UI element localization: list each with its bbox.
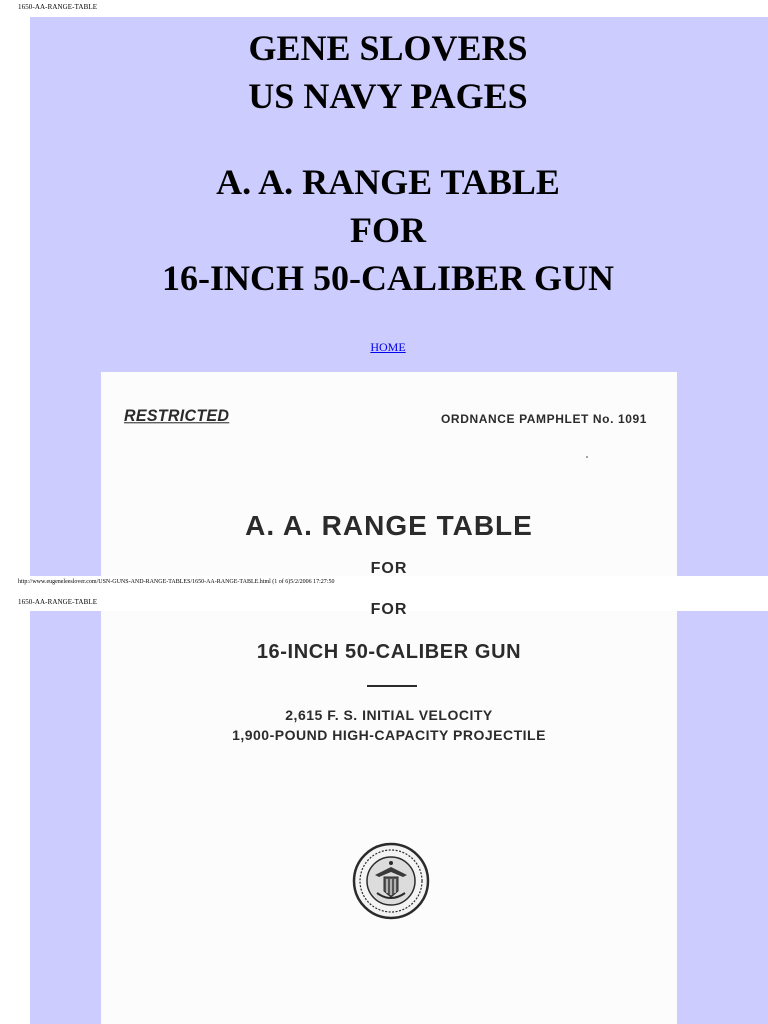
scan-initial-velocity: 2,615 F. S. INITIAL VELOCITY bbox=[285, 707, 493, 723]
print-header-title: 1650-AA-RANGE-TABLE bbox=[18, 3, 98, 11]
scan-title: A. A. RANGE TABLE bbox=[245, 510, 533, 541]
scan-projectile: 1,900-POUND HIGH-CAPACITY PROJECTILE bbox=[232, 727, 546, 743]
pamphlet-number: ORDNANCE PAMPHLET No. 1091 bbox=[441, 412, 648, 426]
print-header-title-page2: 1650-AA-RANGE-TABLE bbox=[18, 598, 98, 606]
scan-for-top-half: FOR bbox=[370, 560, 408, 577]
scan-gun-title: 16-INCH 50-CALIBER GUN bbox=[256, 641, 522, 663]
scanned-document-image-top bbox=[101, 372, 677, 576]
page-heading-line1: A. A. RANGE TABLE bbox=[216, 162, 560, 202]
navy-department-seal-icon bbox=[351, 841, 431, 921]
scan-divider-rule bbox=[367, 685, 417, 687]
page-heading-line3: 16-INCH 50-CALIBER GUN bbox=[161, 258, 615, 298]
print-footer-url: http://www.eugeneleeslover.com/USN-GUNS-AND-RANGE-TABLES/1650-AA-RANGE-TABLE.html (1 of 6)5/2/2006 17:27:50 bbox=[18, 579, 335, 585]
restricted-stamp: RESTRICTED bbox=[124, 407, 230, 426]
scan-speck bbox=[586, 456, 588, 458]
site-title-line2: US NAVY PAGES bbox=[248, 76, 528, 116]
site-title-line1: GENE SLOVERS bbox=[248, 28, 528, 68]
home-link[interactable]: HOME bbox=[370, 340, 406, 354]
page-heading-line2: FOR bbox=[350, 210, 426, 250]
scan-for-bottom-half: FOR bbox=[370, 601, 408, 618]
scanned-document-image-bottom bbox=[101, 601, 677, 1024]
